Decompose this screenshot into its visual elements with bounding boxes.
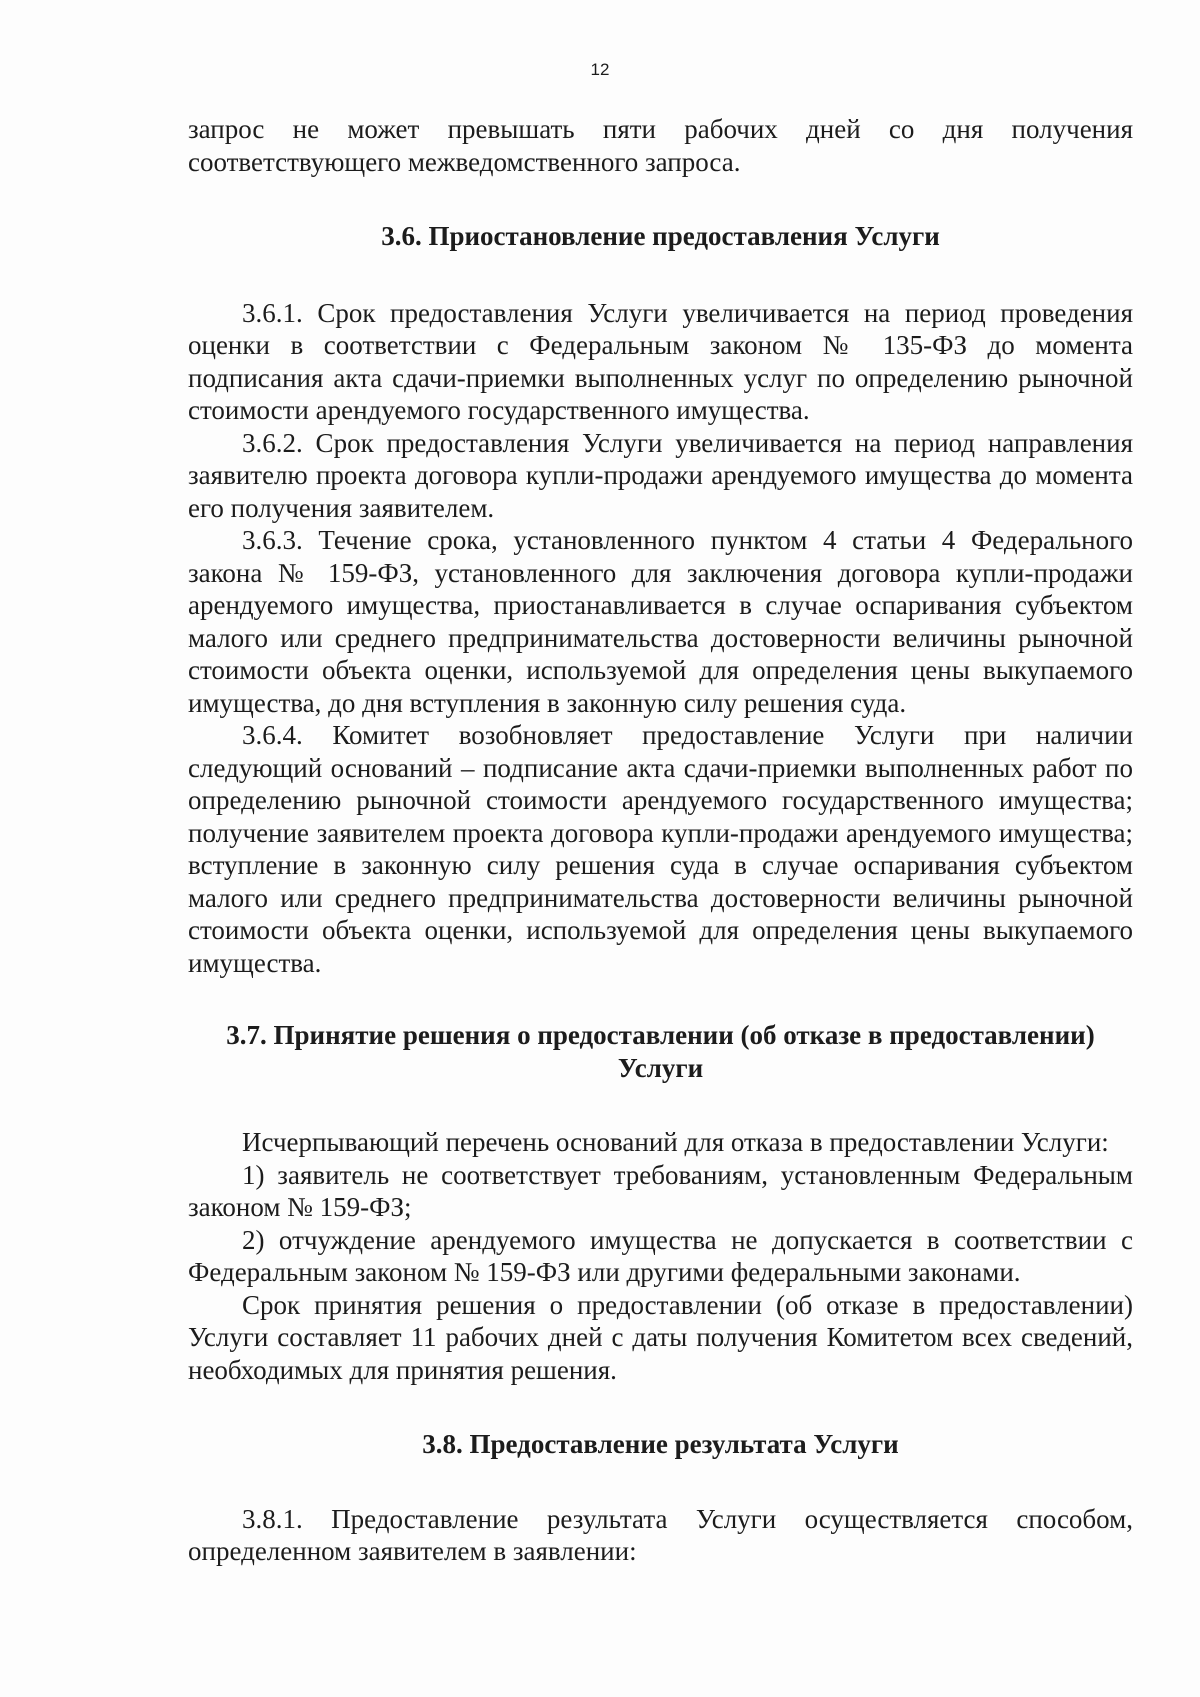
paragraph-3-7-item-2: 2) отчуждение арендуемого имущества не допускается в соответствии с Федеральным законом № 159-ФЗ или другими федеральными законами. — [188, 1224, 1133, 1287]
paragraph-3-6-1: 3.6.1. Срок предоставления Услуги увеличивается на период проведения оценки в соответствии с Федеральным законом № 135-ФЗ до момента подписания акта сдачи-приемки выполненных услуг по определению рыночной стоимости арендуемого государственного имущества. — [188, 297, 1133, 425]
page-content — [188, 113, 1133, 1568]
section-3-7-heading-line2: Услуги — [617, 1052, 704, 1083]
section-3-8-heading: 3.8. Предоставление результата Услуги — [422, 1429, 899, 1459]
section-3-7-heading — [188, 1019, 1133, 1084]
paragraph-3-7-deadline: Срок принятия решения о предоставлении (об отказе в предоставлении) Услуги составляет 11 рабочих дней с даты получения Комитетом всех сведений, необходимых для принятия решения. — [188, 1289, 1133, 1385]
intro-paragraph: запрос не может превышать пяти рабочих дней со дня получения соответствующего межведомственного запроса. — [188, 114, 1133, 177]
page-number: 12 — [590, 60, 610, 79]
paragraph-3-7-list-intro: Исчерпывающий перечень оснований для отказа в предоставлении Услуги: — [242, 1127, 1109, 1157]
paragraph-3-8-1: 3.8.1. Предоставление результата Услуги осуществляется способом, определенном заявителем в заявлении: — [188, 1503, 1133, 1566]
paragraph-3-6-3: 3.6.3. Течение срока, установленного пунктом 4 статьи 4 Федерального закона № 159-ФЗ, установленного для заключения договора купли-продажи арендуемого имущества, приостанавливается в случае оспаривания субъектом малого или среднего предпринимательства достоверности величины рыночной стоимости объекта оценки, используемой для определения цены выкупаемого имущества, до дня вступления в законную силу решения суда. — [188, 525, 1133, 718]
section-3-7-heading-line1: 3.7. Принятие решения о предоставлении (об отказе в предоставлении) — [226, 1020, 1095, 1050]
paragraph-3-6-4: 3.6.4. Комитет возобновляет предоставление Услуги при наличии следующий оснований – подписание акта сдачи-приемки выполненных работ по определению рыночной стоимости арендуемого государственного имущества; получение заявителем проекта договора купли-продажи арендуемого имущества; вступление в законную силу решения суда в случае оспаривания субъектом малого или среднего предпринимательства достоверности величины рыночной стоимости объекта оценки, используемой для определения цены выкупаемого имущества. — [188, 720, 1133, 978]
section-3-6-heading: 3.6. Приостановление предоставления Услуги — [381, 221, 940, 251]
paragraph-3-7-item-1: 1) заявитель не соответствует требованиям, установленным Федеральным законом № 159-ФЗ; — [188, 1159, 1133, 1222]
paragraph-3-6-2: 3.6.2. Срок предоставления Услуги увеличивается на период направления заявителю проекта договора купли-продажи арендуемого имущества до момента его получения заявителем. — [188, 427, 1133, 523]
